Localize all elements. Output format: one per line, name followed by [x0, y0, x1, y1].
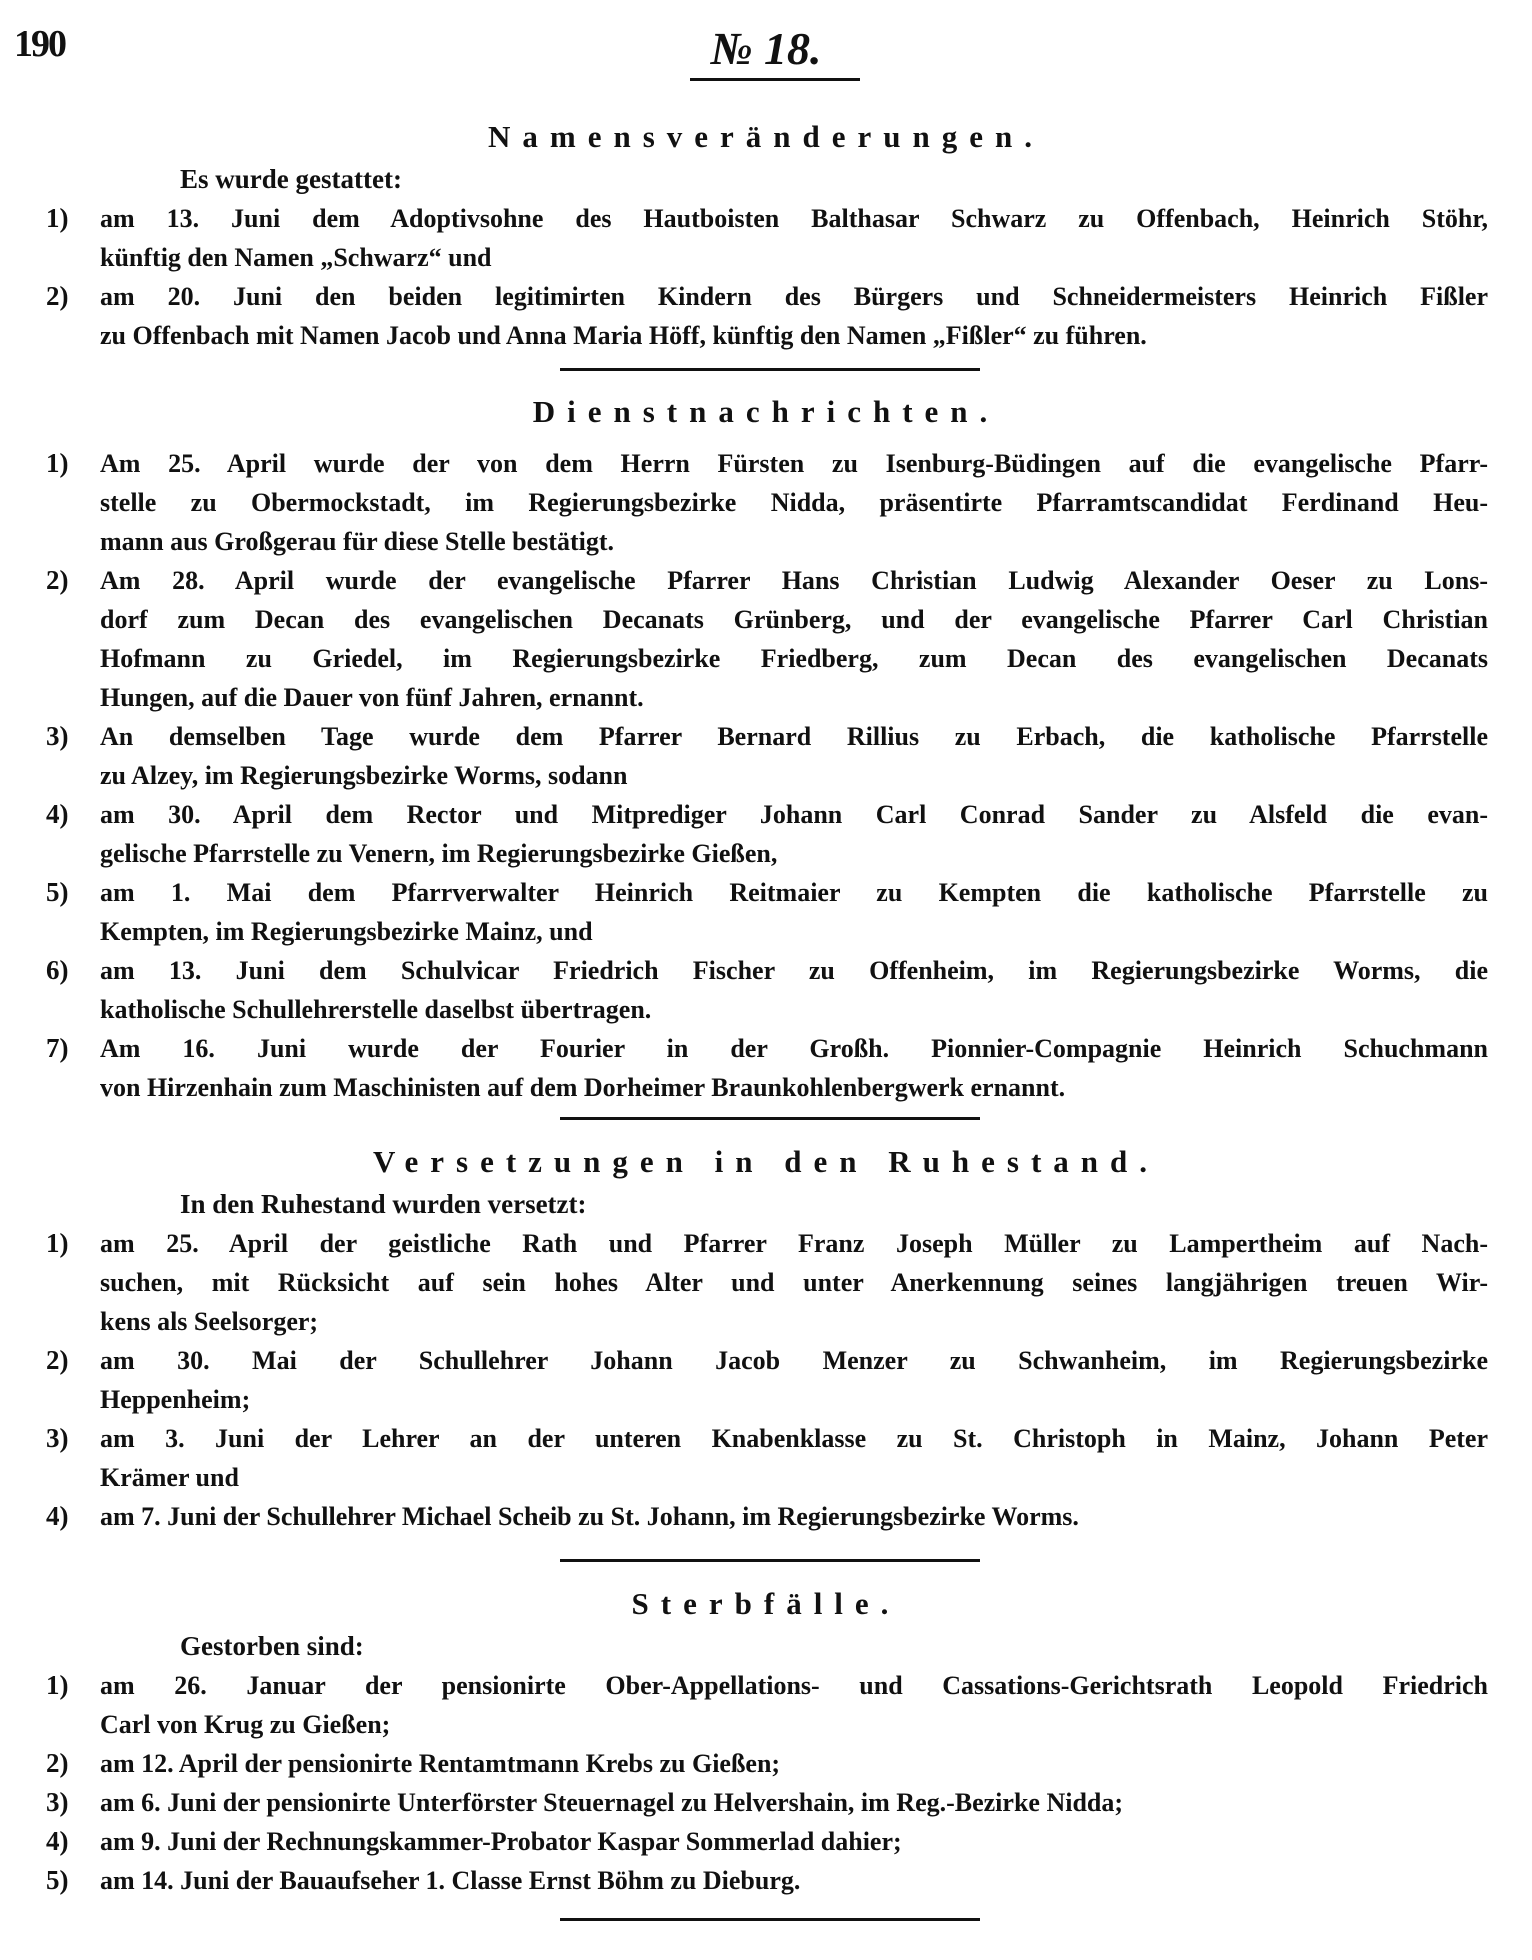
- item-text-line: am 26. Januar der pensionirte Ober-Appellations- und Cassations-Gerichtsrath Leopold Friedrich: [100, 1671, 1488, 1700]
- section-intro: Gestorben sind:: [180, 1631, 364, 1661]
- section-name-changes: [0, 115, 1532, 355]
- item-text-line: am 6. Juni der pensionirte Unterförster Steuernagel zu Helvershain, im Reg.-Bezirke Nidda;: [100, 1788, 1124, 1817]
- item-number: 3): [46, 1787, 69, 1817]
- item-text-line: Carl von Krug zu Gießen;: [100, 1710, 391, 1739]
- item-text-line: am 13. Juni dem Adoptivsohne des Hautboisten Balthasar Schwarz zu Offenbach, Heinrich Stöhr,: [100, 204, 1488, 233]
- list-item: [0, 1419, 1532, 1497]
- item-number: 7): [46, 1033, 69, 1063]
- list-item: [0, 717, 1532, 795]
- item-number: 4): [46, 799, 69, 829]
- item-number: 1): [46, 448, 69, 478]
- list-item: [0, 277, 1532, 355]
- item-number: 3): [46, 1423, 69, 1453]
- divider: [560, 1559, 980, 1562]
- item-text-line: Hungen, auf die Dauer von fünf Jahren, ernannt.: [100, 683, 644, 712]
- item-text-line: Am 28. April wurde der evangelische Pfarrer Hans Christian Ludwig Alexander Oeser zu Lons-: [100, 566, 1488, 595]
- section-deaths: [0, 1582, 1532, 1900]
- section-retirements: [0, 1140, 1532, 1536]
- issue-underline: [690, 78, 860, 81]
- list-item: [0, 1822, 1532, 1861]
- list-item: [0, 1861, 1532, 1900]
- item-text-line: dorf zum Decan des evangelischen Decanats Grünberg, und der evangelische Pfarrer Carl Christian: [100, 605, 1488, 634]
- list-item: [0, 1029, 1532, 1107]
- item-text-line: stelle zu Obermockstadt, im Regierungsbezirke Nidda, präsentirte Pfarramtscandidat Ferdinand Heu-: [100, 488, 1488, 517]
- item-text-line: am 13. Juni dem Schulvicar Friedrich Fischer zu Offenheim, im Regierungsbezirke Worms, die: [100, 956, 1488, 985]
- item-text-line: mann aus Großgerau für diese Stelle bestätigt.: [100, 527, 614, 556]
- item-number: 1): [46, 203, 69, 233]
- item-number: 4): [46, 1501, 69, 1531]
- section-title: Sterbfälle.: [631, 1586, 901, 1621]
- divider: [560, 1117, 980, 1120]
- section-title: Namensveränderungen.: [487, 119, 1045, 154]
- list-item: [0, 795, 1532, 873]
- item-text-line: von Hirzenhain zum Maschinisten auf dem Dorheimer Braunkohlenbergwerk ernannt.: [100, 1073, 1066, 1102]
- list-item: [0, 199, 1532, 277]
- list-item: [0, 1341, 1532, 1419]
- item-number: 1): [46, 1228, 69, 1258]
- item-text-line: am 14. Juni der Bauaufseher 1. Classe Ernst Böhm zu Dieburg.: [100, 1866, 801, 1895]
- item-number: 5): [46, 877, 69, 907]
- item-text-line: am 1. Mai dem Pfarrverwalter Heinrich Reitmaier zu Kempten die katholische Pfarrstelle zu: [100, 878, 1488, 907]
- item-text-line: zu Offenbach mit Namen Jacob und Anna Maria Höff, künftig den Namen „Fißler“ zu führen.: [100, 321, 1147, 350]
- item-number: 2): [46, 565, 69, 595]
- item-text-line: am 30. April dem Rector und Mitprediger Johann Carl Conrad Sander zu Alsfeld die evan-: [100, 800, 1488, 829]
- page-number: 190: [14, 23, 65, 65]
- item-text-line: am 3. Juni der Lehrer an der unteren Knabenklasse zu St. Christoph in Mainz, Johann Peter: [100, 1424, 1488, 1453]
- divider: [560, 368, 980, 371]
- item-text-line: am 7. Juni der Schullehrer Michael Scheib zu St. Johann, im Regierungsbezirke Worms.: [100, 1502, 1079, 1531]
- item-text-line: am 9. Juni der Rechnungskammer-Probator Kaspar Sommerlad dahier;: [100, 1827, 902, 1856]
- item-number: 1): [46, 1670, 69, 1700]
- item-number: 4): [46, 1826, 69, 1856]
- item-text-line: Heppenheim;: [100, 1385, 251, 1414]
- item-number: 5): [46, 1865, 69, 1895]
- issue-number: № 18.: [710, 23, 822, 74]
- list-item: [0, 444, 1532, 561]
- item-text-line: am 30. Mai der Schullehrer Johann Jacob Menzer zu Schwanheim, im Regierungsbezirke: [100, 1346, 1488, 1375]
- list-item: [0, 1497, 1532, 1536]
- item-number: 2): [46, 1345, 69, 1375]
- item-text-line: am 12. April der pensionirte Rentamtmann Krebs zu Gießen;: [100, 1749, 781, 1778]
- section-service-news: [0, 390, 1532, 1107]
- item-number: 2): [46, 1748, 69, 1778]
- list-item: [0, 1666, 1532, 1744]
- item-number: 2): [46, 281, 69, 311]
- item-text-line: zu Alzey, im Regierungsbezirke Worms, sodann: [100, 761, 628, 790]
- section-title: Dienstnachrichten.: [532, 394, 1000, 429]
- item-text-line: Krämer und: [100, 1463, 239, 1492]
- item-text-line: Am 25. April wurde der von dem Herrn Fürsten zu Isenburg-Büdingen auf die evangelische Pfarr-: [100, 449, 1488, 478]
- list-item: [0, 1744, 1532, 1783]
- list-item: [0, 561, 1532, 717]
- divider: [560, 1918, 980, 1921]
- item-text-line: gelische Pfarrstelle zu Venern, im Regierungsbezirke Gießen,: [100, 839, 778, 868]
- item-text-line: am 20. Juni den beiden legitimirten Kindern des Bürgers und Schneidermeisters Heinrich Fißler: [100, 282, 1488, 311]
- section-intro: Es wurde gestattet:: [180, 164, 402, 194]
- list-item: [0, 873, 1532, 951]
- list-item: [0, 1224, 1532, 1341]
- item-number: 3): [46, 721, 69, 751]
- item-text-line: suchen, mit Rücksicht auf sein hohes Alter und unter Anerkennung seines langjährigen treuen Wir-: [100, 1268, 1488, 1297]
- item-text-line: An demselben Tage wurde dem Pfarrer Bernard Rillius zu Erbach, die katholische Pfarrstelle: [100, 722, 1488, 751]
- list-item: [0, 951, 1532, 1029]
- list-item: [0, 1783, 1532, 1822]
- section-intro: In den Ruhestand wurden versetzt:: [180, 1189, 587, 1219]
- item-number: 6): [46, 955, 69, 985]
- item-text-line: kens als Seelsorger;: [100, 1307, 319, 1336]
- item-text-line: am 25. April der geistliche Rath und Pfarrer Franz Joseph Müller zu Lampertheim auf Nach-: [100, 1229, 1488, 1258]
- item-text-line: katholische Schullehrerstelle daselbst übertragen.: [100, 995, 652, 1024]
- item-text-line: Hofmann zu Griedel, im Regierungsbezirke Friedberg, zum Decan des evangelischen Decanats: [100, 644, 1488, 673]
- item-text-line: Kempten, im Regierungsbezirke Mainz, und: [100, 917, 593, 946]
- section-title: Versetzungen in den Ruhestand.: [372, 1144, 1160, 1179]
- item-text-line: Am 16. Juni wurde der Fourier in der Großh. Pionnier-Compagnie Heinrich Schuchmann: [100, 1034, 1488, 1063]
- item-text-line: künftig den Namen „Schwarz“ und: [100, 243, 492, 272]
